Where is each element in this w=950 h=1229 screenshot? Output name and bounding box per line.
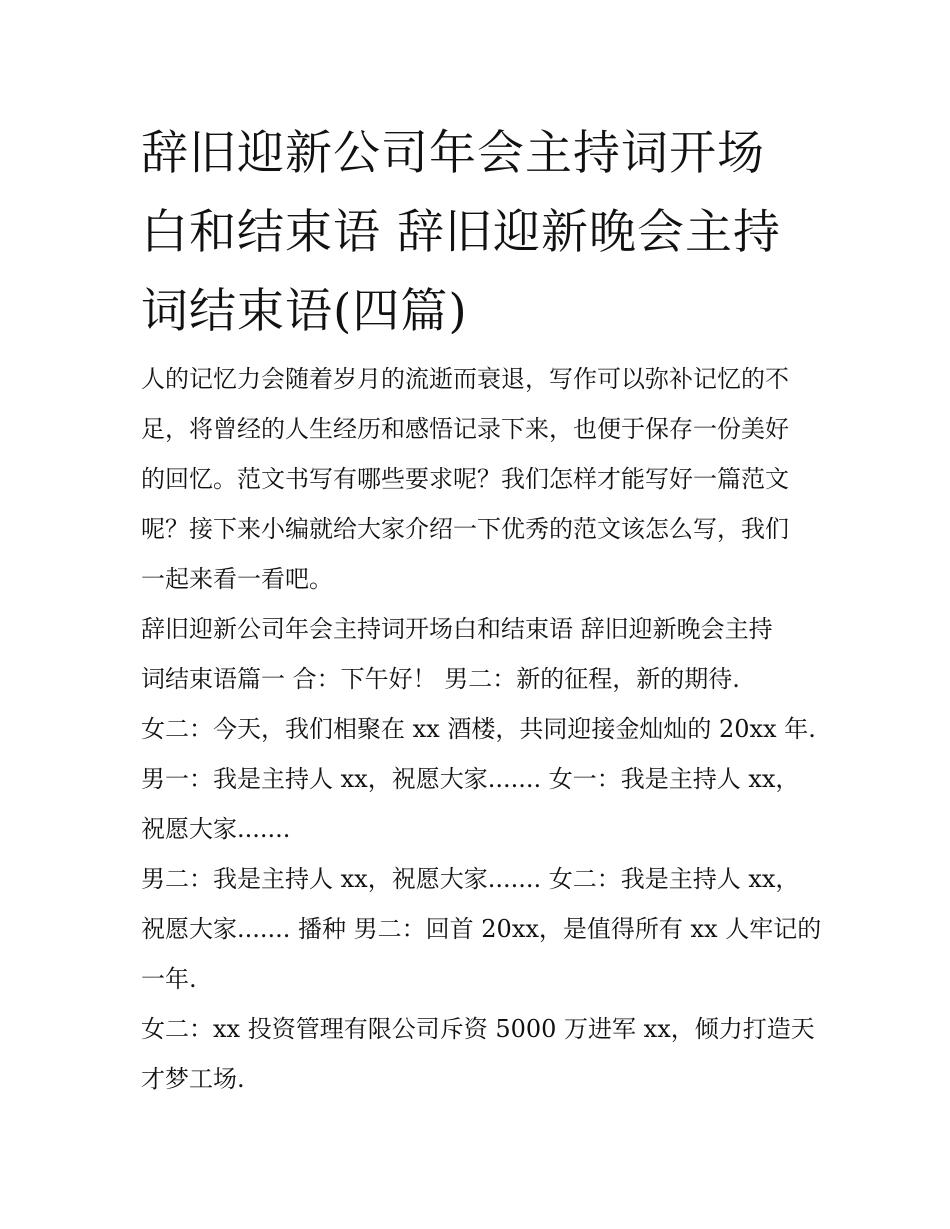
body-line: 祝愿大家....... 播种 男二：回首 20xx，是值得所有 xx 人牢记的: [141, 915, 822, 943]
body-line: 才梦工场.: [141, 1065, 245, 1093]
body-line: 词结束语篇一 合：下午好！ 男二：新的征程，新的期待.: [141, 665, 740, 693]
body-line: 女二：今天，我们相聚在 xx 酒楼，共同迎接金灿灿的 20xx 年.: [141, 715, 816, 743]
body-line: 人的记忆力会随着岁月的流逝而衰退，写作可以弥补记忆的不: [141, 365, 789, 393]
body-line: 的回忆。范文书写有哪些要求呢？我们怎样才能写好一篇范文: [141, 465, 789, 493]
body-line: 足，将曾经的人生经历和感悟记录下来，也便于保存一份美好: [141, 415, 789, 443]
document-body: [141, 354, 821, 1104]
body-line: 男二：我是主持人 xx，祝愿大家....... 女二：我是主持人 xx，: [141, 865, 800, 893]
body-line: 一起来看一看吧。: [141, 565, 333, 593]
document-title: [141, 114, 821, 351]
body-line: 呢？接下来小编就给大家介绍一下优秀的范文该怎么写，我们: [141, 515, 789, 543]
body-line: 一年.: [141, 965, 197, 993]
title-line: 白和结束语 辞旧迎新晚会主持: [141, 205, 781, 260]
title-line: 辞旧迎新公司年会主持词开场: [141, 126, 765, 181]
body-line: 辞旧迎新公司年会主持词开场白和结束语 辞旧迎新晚会主持: [141, 615, 773, 643]
title-line: 词结束语(四篇): [141, 284, 468, 339]
body-line: 男一：我是主持人 xx，祝愿大家....... 女一：我是主持人 xx，: [141, 765, 800, 793]
body-line: 祝愿大家.......: [141, 815, 291, 843]
body-line: 女二：xx 投资管理有限公司斥资 5000 万进军 xx，倾力打造天: [141, 1015, 815, 1043]
